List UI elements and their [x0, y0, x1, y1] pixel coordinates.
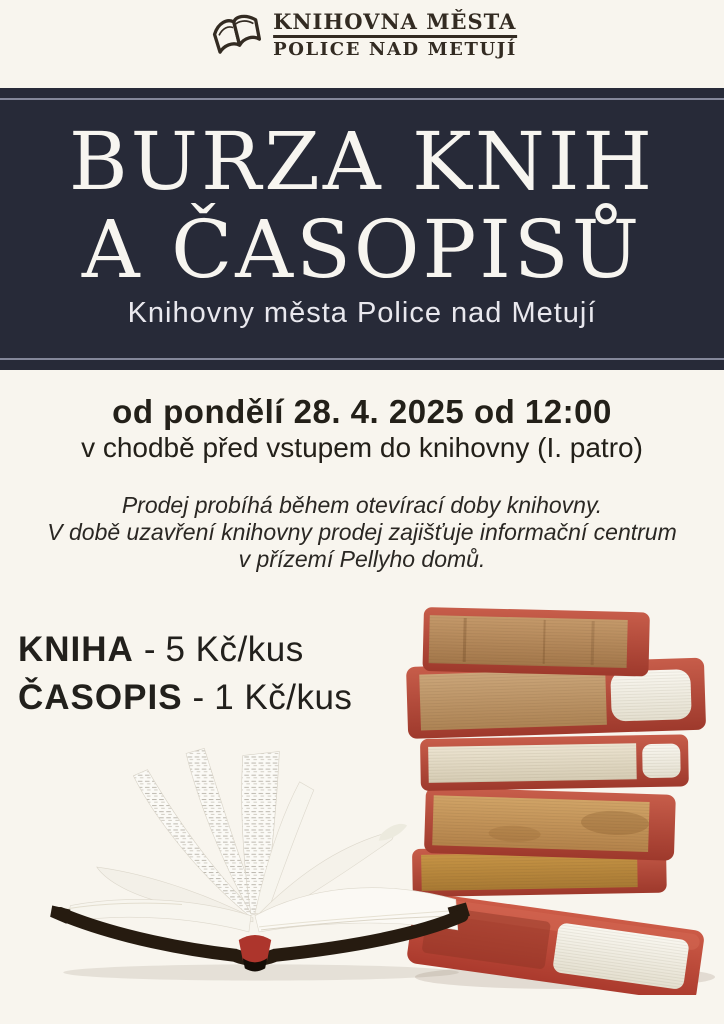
book-6 [406, 891, 705, 995]
event-info [0, 393, 724, 464]
event-datetime: od pondělí 28. 4. 2025 od 12:00 [112, 393, 612, 430]
price-value: 1 Kč/kus [214, 678, 353, 717]
poster-title-line1: BURZA KNIH [68, 115, 656, 208]
price-row-magazine [18, 674, 352, 722]
library-name-line2: POLICE NAD METUJÍ [273, 39, 517, 60]
sale-note-line1: Prodej probíhá během otevírací doby knihovny. [121, 492, 603, 518]
stack-of-books-photo [400, 593, 724, 995]
sale-note-line2: V době uzavření knihovny prodej zajišťuje informační centrum [47, 519, 677, 545]
library-logo [207, 8, 517, 62]
price-separator: - [143, 630, 156, 669]
logo-divider [273, 35, 517, 38]
price-separator: - [192, 678, 205, 717]
library-logo-text [273, 10, 517, 60]
poster-subtitle: Knihovny města Police nad Metují [127, 297, 597, 329]
price-list [18, 626, 352, 722]
poster-title-line2: A ČASOPISŮ [81, 203, 643, 296]
book-4 [424, 787, 676, 861]
banner-rule-top [0, 98, 724, 100]
book-2 [406, 658, 706, 739]
title-banner [0, 88, 724, 370]
price-value: 5 Kč/kus [165, 630, 304, 669]
sale-note [0, 492, 724, 573]
open-book-icon [207, 8, 269, 62]
library-name-line1: KNIHOVNA MĚSTA [273, 9, 517, 34]
event-location: v chodbě před vstupem do knihovny (I. patro) [81, 432, 643, 463]
book-3 [420, 734, 689, 791]
banner-rule-bottom [0, 358, 724, 360]
sale-note-line3: v přízemí Pellyho domů. [238, 546, 486, 572]
price-item-label: KNIHA [18, 630, 134, 669]
price-row-book [18, 626, 352, 674]
open-book-photo [38, 743, 474, 987]
price-item-label: ČASOPIS [18, 678, 183, 717]
book-1 [422, 607, 649, 677]
book-5 [412, 845, 667, 897]
